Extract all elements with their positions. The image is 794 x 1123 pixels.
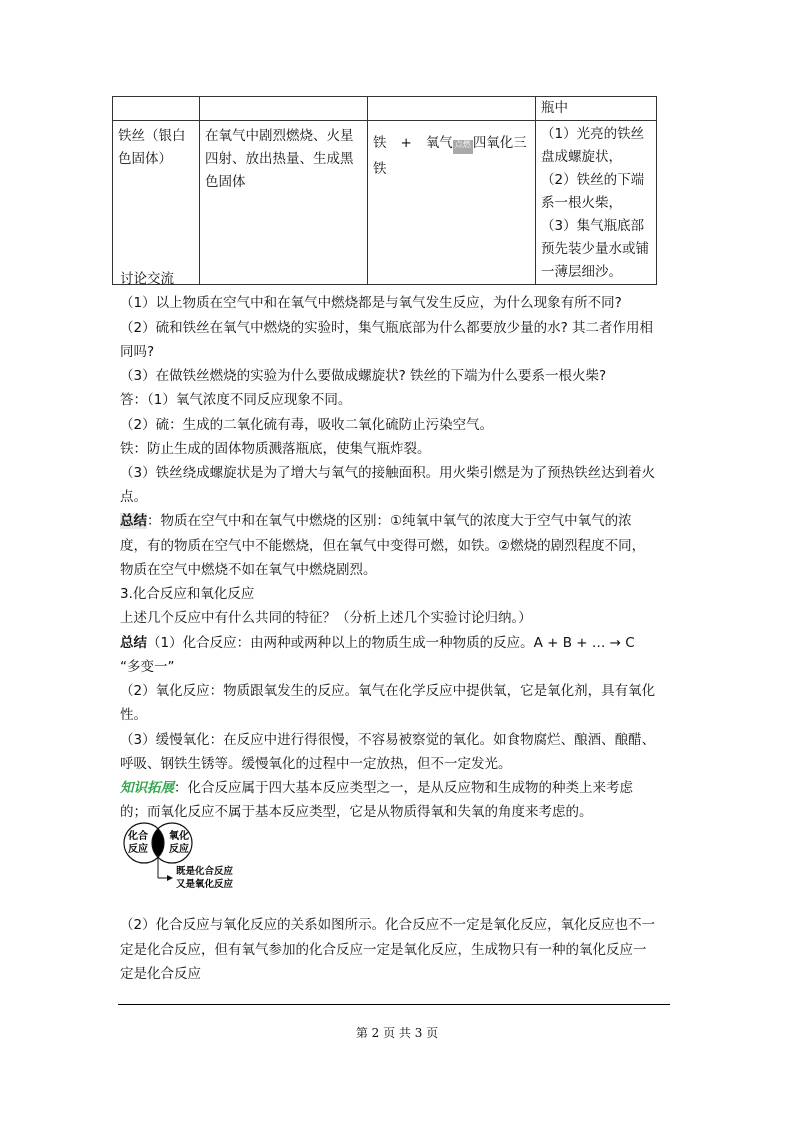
reaction-table (112, 96, 657, 285)
relation-text: 定是化合反应，但有氧气参加的化合反应一定是氧化反应，生成物只有一种的氧化反应一 (120, 942, 647, 958)
answer: 点。 (120, 489, 147, 505)
table-row (113, 97, 657, 121)
extension-label: 知识拓展 (120, 780, 174, 796)
venn-note: 既是化合反应 (176, 866, 234, 877)
answer: （3）铁丝绕成螺旋状是为了增大与氧气的接触面积。用火柴引燃是为了预热铁丝达到着火 (120, 465, 656, 481)
table-cell: 瓶中 (536, 97, 657, 121)
equation-reactant: 铁 (373, 135, 387, 151)
question: （3）在做铁丝燃烧的实验为什么要做成螺旋状? 铁丝的下端为什么要系一根火柴? (120, 368, 607, 384)
arrow-head-icon (167, 875, 173, 881)
answer: 铁：防止生成的固体物质溅落瓶底，使集气瓶炸裂。 (120, 441, 431, 457)
summary: 度，有的物质在空气中不能燃烧，但在氧气中变得可燃，如铁。②燃烧的剧烈程度不同， (120, 538, 646, 554)
summary: “多变一” (120, 659, 175, 675)
reaction-condition: 点燃 (453, 140, 473, 154)
venn-left-label: 化合 (128, 831, 148, 842)
section-title: 3.化合反应和氧化反应 (120, 586, 255, 602)
relation-text: （2）化合反应与氧化反应的关系如图所示。化合反应不一定是氧化反应，氧化反应也不一 (120, 917, 656, 933)
summary-label: 总结 (120, 635, 147, 651)
footer-divider (118, 1004, 670, 1005)
answer: 答：（1）氧气浓度不同反应现象不同。 (120, 392, 352, 408)
knowledge-extension: 知识拓展：化合反应属于四大基本反应类型之一，是从反应物和生成物的种类上来考虑 (120, 780, 633, 796)
summary: 呼吸、钢铁生锈等。缓慢氧化的过程中一定放热，但不一定发光。 (120, 756, 512, 772)
answer: （2）硫：生成的二氧化硫有毒，吸收二氧化硫防止污染空气。 (120, 417, 494, 433)
substance-cell: 铁丝（银白色固体） (113, 121, 200, 285)
summary: 物质在空气中燃烧不如在氧气中燃烧剧烈。 (120, 562, 377, 578)
equation-reactant: 氧气 (425, 135, 453, 151)
knowledge-extension: 的；而氧化反应不属于基本反应类型，它是从物质得氧和失氧的角度来考虑的。 (120, 804, 593, 820)
page-number: 第 2 页 共 3 页 (355, 1026, 439, 1040)
venn-right-label: 反应 (169, 844, 189, 855)
equation-cell: 铁 + 氧气 点燃 四氧化三铁 (368, 121, 536, 285)
summary: 总结（1）化合反应：由两种或两种以上的物质生成一种物质的反应。A + B + … → C (120, 635, 635, 651)
venn-left-label: 反应 (128, 844, 148, 855)
venn-note: 又是氧化反应 (176, 879, 234, 890)
question: 上述几个反应中有什么共同的特征？（分析上述几个实验讨论归纳。） (120, 610, 532, 626)
equation-product: 四氧化三铁 (373, 135, 527, 177)
venn-diagram (118, 822, 278, 894)
relation-text: 定是化合反应 (120, 966, 201, 982)
question: （1）以上物质在空气中和在氧气中燃烧都是与氧气发生反应，为什么现象有所不同? (120, 295, 622, 311)
summary: 性。 (120, 707, 147, 723)
summary-label: 总结 (120, 513, 147, 529)
table-row (113, 121, 657, 285)
question: 同吗? (120, 344, 155, 360)
summary: （3）缓慢氧化：在反应中进行得很慢，不容易被察觉的氧化。如食物腐烂、酿酒、酿醋、 (120, 732, 656, 748)
notes-cell: （1）光亮的铁丝盘成螺旋状， （2）铁丝的下端系一根火柴， （3）集气瓶底部预先装少量水或铺一薄层细沙。 (536, 121, 657, 285)
phenomenon-cell: 在氧气中剧烈燃烧、火星四射、放出热量、生成黑色固体 (200, 121, 368, 285)
summary: 总结：物质在空气中和在氧气中燃烧的区别：①纯氧中氧气的浓度大于空气中氧气的浓 (120, 513, 632, 529)
section-heading: 讨论交流 (120, 271, 174, 287)
venn-right-label: 氧化 (169, 831, 189, 842)
question: （2）硫和铁丝在氧气中燃烧的实验时，集气瓶底部为什么都要放少量的水? 其二者作用相 (120, 320, 654, 336)
summary: （2）氧化反应：物质跟氧发生的反应。氧气在化学反应中提供氧，它是氧化剂，具有氧化 (120, 683, 656, 699)
